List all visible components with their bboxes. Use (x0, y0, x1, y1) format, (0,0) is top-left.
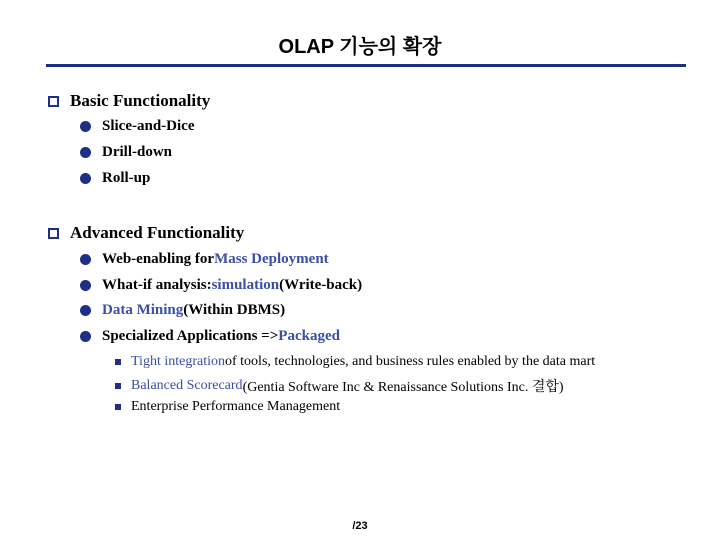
section-heading-text: Advanced Functionality (70, 223, 245, 242)
square-bullet-icon (115, 383, 121, 389)
title-divider (46, 64, 686, 67)
list-item-text: Web-enabling for (102, 251, 215, 267)
square-bullet-icon (115, 359, 121, 365)
highlight-text: simulation (211, 277, 280, 293)
circle-bullet-icon (80, 280, 91, 291)
circle-bullet-icon (80, 254, 91, 265)
slide-title: OLAP 기능의 확장 (278, 36, 442, 58)
section-heading-advanced (46, 223, 244, 243)
highlight-text: Data Mining (102, 302, 184, 318)
highlight-text: Tight integration (131, 354, 225, 369)
section-heading-text: Basic Functionality (70, 91, 211, 110)
list-item-text: (Write-back) (279, 277, 363, 293)
sub-list-item (115, 399, 340, 415)
list-item-text: Specialized Applications => (102, 328, 279, 344)
page-number: /23 (352, 520, 368, 532)
sub-list-item-text: Enterprise Performance Management (131, 399, 341, 414)
sub-list-item (115, 376, 564, 396)
circle-bullet-icon (80, 147, 91, 158)
list-item-text: Roll-up (102, 170, 151, 186)
square-bullet-icon (115, 404, 121, 410)
square-outline-bullet-icon (48, 96, 59, 107)
circle-bullet-icon (80, 121, 91, 132)
highlight-text: Balanced Scorecard (131, 378, 243, 393)
circle-bullet-icon (80, 331, 91, 342)
list-item-text: Slice-and-Dice (102, 118, 195, 134)
circle-bullet-icon (80, 305, 91, 316)
sub-list-item-text: (Gentia Software Inc & Renaissance Solutions Inc. 결합) (242, 380, 564, 395)
list-item-text: (Within DBMS) (183, 302, 286, 318)
list-item (80, 277, 362, 294)
square-outline-bullet-icon (48, 228, 59, 239)
list-item (80, 302, 285, 319)
highlight-text: Packaged (278, 328, 340, 344)
list-item (80, 118, 194, 135)
list-item (80, 144, 172, 161)
list-item (80, 328, 340, 345)
list-item (80, 251, 329, 268)
circle-bullet-icon (80, 173, 91, 184)
highlight-text: Mass Deployment (214, 251, 329, 267)
sub-list-item-text: of tools, technologies, and business rules enabled by the data mart (225, 354, 596, 369)
list-item-text: What-if analysis: (102, 277, 212, 293)
sub-list-item (115, 354, 595, 370)
list-item (80, 170, 150, 187)
list-item-text: Drill-down (102, 144, 173, 160)
section-heading-basic (46, 91, 210, 111)
